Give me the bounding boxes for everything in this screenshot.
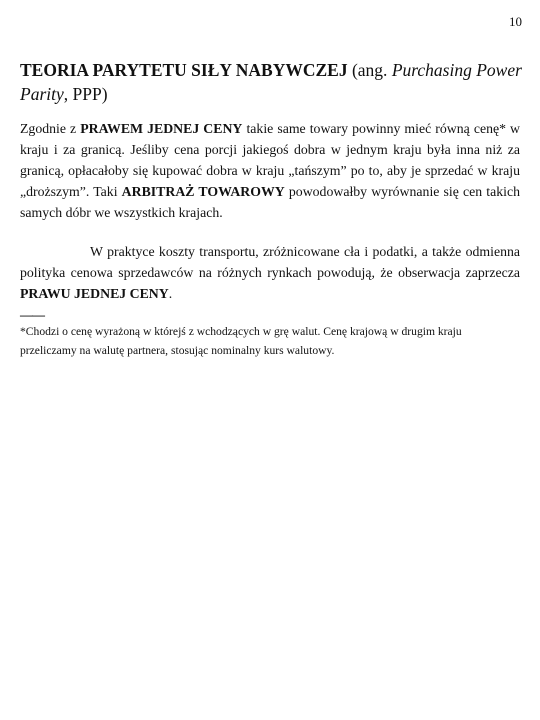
heading-paren-open: (: [347, 60, 358, 80]
section-heading: [20, 58, 526, 106]
page-number: 10: [509, 14, 522, 29]
p1-text-2: takie same towary powinny mieć równą cenę* w kraju i za granicą. Jeśliby cena porcji jakiegoś dobra w jednym kraju była inna niż za granicą, opłacałoby się kupować dobra w kraju „tańszym” po to, aby je sprzedać w kraju „droższym”. Taki: [20, 121, 521, 199]
paragraph-law-of-one-price: [20, 118, 520, 223]
heading-paren-close: ): [101, 84, 108, 104]
heading-abbreviation: PPP: [72, 84, 102, 104]
heading-ang: ang.: [357, 60, 392, 80]
heading-comma: ,: [63, 84, 73, 104]
p2-text-2: .: [168, 286, 173, 301]
p1-text-3: powodowałby wyrównanie się cen takich samych dóbr we wszystkich krajach.: [20, 184, 520, 220]
heading-title: TEORIA PARYTETU SIŁY NABYWCZEJ: [20, 60, 348, 80]
paragraph-practice: [20, 241, 520, 304]
p2-text-1: W praktyce koszty transportu, zróżnicowane cła i podatki, a także odmienna polityka cenowa sprzedawców na różnych rynkach powodują, że obserwacja zaprzecza: [20, 244, 520, 280]
footnote-separator: ——: [20, 307, 44, 322]
heading-english-term: Purchasing Power Parity: [20, 60, 522, 104]
footnote: *Chodzi o cenę wyrażoną w którejś z wchodzących w grę walut. Cenę krajową w drugim kraju przeliczamy na walutę partnera, stosując nominalny kurs walutowy.: [20, 325, 462, 357]
p1-law-term: PRAWEM JEDNEJ CENY: [80, 121, 243, 136]
p1-arbitrage-term: ARBITRAŻ TOWAROWY: [121, 184, 285, 199]
p2-law-term: PRAWU JEDNEJ CENY: [20, 286, 169, 301]
p1-text-1: Zgodnie z: [20, 121, 81, 136]
